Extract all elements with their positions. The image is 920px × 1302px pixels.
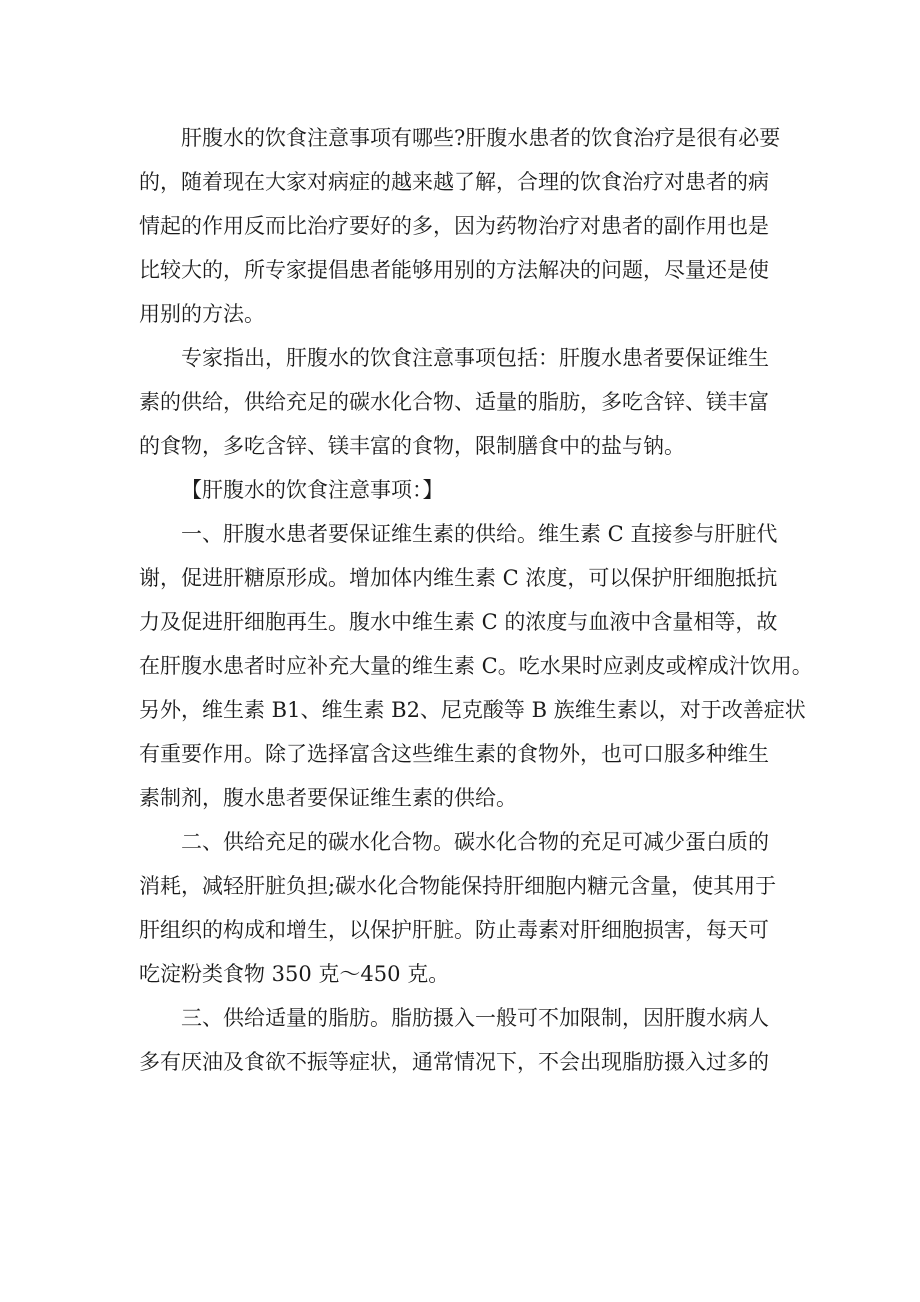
paragraph-item-1-vitamins [139, 512, 813, 820]
text-line: 多有厌油及食欲不振等症状，通常情况下，不会出现脂肪摄入过多的 [139, 1050, 769, 1074]
text-line: 一、肝腹水患者要保证维生素的供给。维生素 C 直接参与肝脏代 [181, 522, 778, 546]
paragraph-item-3-fats [139, 996, 799, 1084]
text-line: 二、供给充足的碳水化合物。碳水化合物的充足可减少蛋白质的 [181, 830, 769, 854]
text-line: 谢，促进肝糖原形成。增加体内维生素 C 浓度，可以保护肝细胞抵抗 [139, 566, 778, 590]
text-line: 素的供给，供给充足的碳水化合物、适量的脂肪，多吃含锌、镁丰富 [139, 390, 769, 414]
section-heading [139, 468, 799, 512]
paragraph-intro [139, 116, 799, 336]
text-line: 吃淀粉类食物 350 克～450 克。 [139, 962, 450, 986]
paragraph-item-2-carbohydrates [139, 820, 799, 996]
text-line: 三、供给适量的脂肪。脂肪摄入一般可不加限制，因肝腹水病人 [181, 1006, 769, 1030]
heading-line: 【肝腹水的饮食注意事项：】 [181, 478, 444, 502]
text-line: 另外，维生素 B1、维生素 B2、尼克酸等 B 族维生素以，对于改善症状 [139, 698, 806, 722]
text-line: 在肝腹水患者时应补充大量的维生素 C。吃水果时应剥皮或榨成汁饮用。 [139, 654, 813, 678]
text-line: 素制剂，腹水患者要保证维生素的供给。 [139, 786, 517, 810]
text-line: 肝组织的构成和增生，以保护肝脏。防止毒素对肝细胞损害，每天可 [139, 918, 769, 942]
text-line: 肝腹水的饮食注意事项有哪些?肝腹水患者的饮食治疗是很有必要 [181, 126, 781, 150]
text-line: 的食物，多吃含锌、镁丰富的食物，限制膳食中的盐与钠。 [139, 434, 685, 458]
text-line: 消耗，减轻肝脏负担;碳水化合物能保持肝细胞内糖元含量，使其用于 [139, 874, 777, 898]
text-line: 力及促进肝细胞再生。腹水中维生素 C 的浓度与血液中含量相等，故 [139, 610, 778, 634]
text-line: 的，随着现在大家对病症的越来越了解，合理的饮食治疗对患者的病 [139, 170, 769, 194]
text-line: 用别的方法。 [139, 302, 265, 326]
text-line: 有重要作用。除了选择富含这些维生素的食物外，也可口服多种维生 [139, 742, 769, 766]
document-body [139, 116, 813, 1084]
text-line: 情起的作用反而比治疗要好的多，因为药物治疗对患者的副作用也是 [139, 214, 769, 238]
paragraph-expert-summary [139, 336, 799, 468]
text-line: 比较大的，所专家提倡患者能够用别的方法解决的问题，尽量还是使 [139, 258, 769, 282]
text-line: 专家指出，肝腹水的饮食注意事项包括：肝腹水患者要保证维生 [181, 346, 769, 370]
